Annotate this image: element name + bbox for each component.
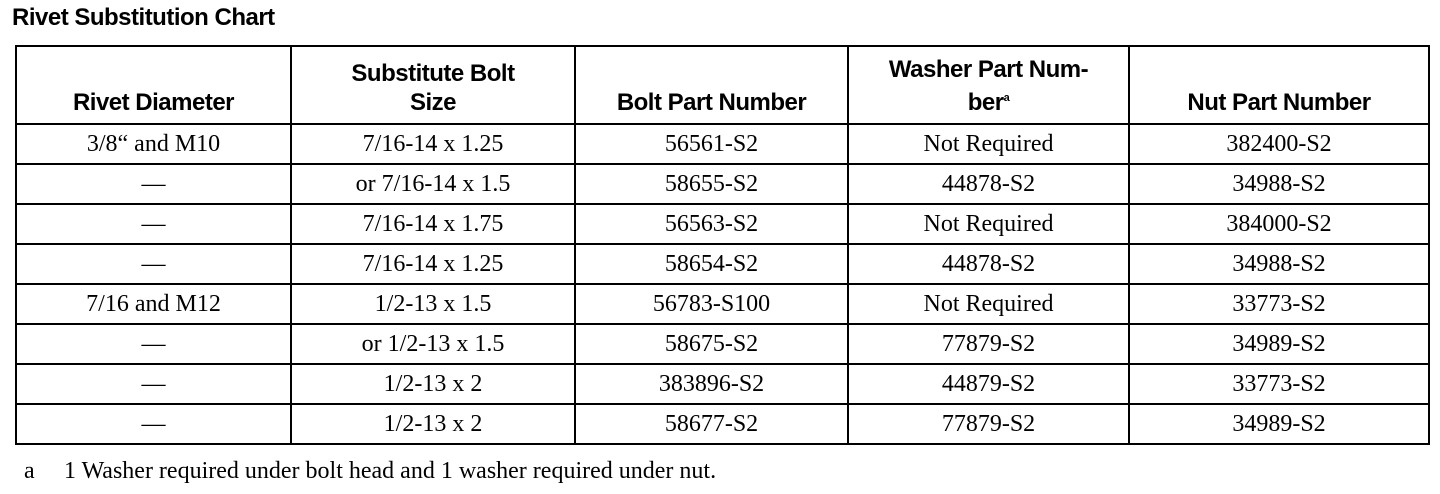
header-bolt-part-number: Bolt Part Number [575,46,848,124]
cell-bolt-size: 1/2-13 x 1.5 [291,284,575,324]
footnote-marker: a [1003,92,1010,104]
cell-bolt-part-number: 58677-S2 [575,404,848,444]
header-row [16,46,1429,124]
cell-bolt-size: 7/16-14 x 1.75 [291,204,575,244]
cell-washer-part-number: 44878-S2 [848,164,1129,204]
cell-bolt-part-number: 58654-S2 [575,244,848,284]
table-row [16,164,1429,204]
cell-bolt-part-number: 383896-S2 [575,364,848,404]
table-row [16,124,1429,164]
header-washer-part-number: Washer Part Num- ber$^a$ [848,46,1129,124]
cell-washer-part-number: 77879-S2 [848,324,1129,364]
cell-bolt-size: 1/2-13 x 2 [291,364,575,404]
cell-nut-part-number: 34988-S2 [1129,244,1429,284]
cell-nut-part-number: 34988-S2 [1129,164,1429,204]
cell-washer-part-number: 44878-S2 [848,244,1129,284]
header-rivet-diameter: Rivet Diameter [16,46,291,124]
cell-bolt-size: 7/16-14 x 1.25 [291,244,575,284]
rivet-substitution-table [15,45,1430,445]
cell-washer-part-number: 44879-S2 [848,364,1129,404]
cell-bolt-part-number: 58675-S2 [575,324,848,364]
cell-washer-part-number: Not Required [848,124,1129,164]
cell-rivet-diameter: — [16,324,291,364]
cell-rivet-diameter: — [16,204,291,244]
header-nut-part-number: Nut Part Number [1129,46,1429,124]
table-row [16,284,1429,324]
cell-washer-part-number: 77879-S2 [848,404,1129,444]
header-substitute-bolt-size: Substitute Bolt Size [291,46,575,124]
cell-bolt-part-number: 58655-S2 [575,164,848,204]
cell-rivet-diameter: — [16,404,291,444]
cell-rivet-diameter: — [16,164,291,204]
cell-nut-part-number: 34989-S2 [1129,404,1429,444]
table-row [16,404,1429,444]
cell-bolt-size: 7/16-14 x 1.25 [291,124,575,164]
table-row [16,244,1429,284]
table-row [16,324,1429,364]
chart-title: Rivet Substitution Chart [12,4,275,31]
footnote-letter: a [24,458,35,484]
cell-washer-part-number: Not Required [848,204,1129,244]
cell-bolt-part-number: 56563-S2 [575,204,848,244]
cell-rivet-diameter: — [16,364,291,404]
footnote-text: 1 Washer required under bolt head and 1 washer required under nut. [64,458,717,484]
cell-bolt-size: or 1/2-13 x 1.5 [291,324,575,364]
table-row [16,204,1429,244]
cell-rivet-diameter: 7/16 and M12 [16,284,291,324]
cell-nut-part-number: 384000-S2 [1129,204,1429,244]
cell-bolt-part-number: 56783-S100 [575,284,848,324]
cell-nut-part-number: 33773-S2 [1129,364,1429,404]
cell-nut-part-number: 34989-S2 [1129,324,1429,364]
footnote [24,458,716,485]
cell-bolt-size: 1/2-13 x 2 [291,404,575,444]
table-row [16,364,1429,404]
cell-bolt-part-number: 56561-S2 [575,124,848,164]
cell-rivet-diameter: — [16,244,291,284]
cell-rivet-diameter: 3/8“ and M10 [16,124,291,164]
cell-nut-part-number: 33773-S2 [1129,284,1429,324]
cell-washer-part-number: Not Required [848,284,1129,324]
cell-nut-part-number: 382400-S2 [1129,124,1429,164]
cell-bolt-size: or 7/16-14 x 1.5 [291,164,575,204]
